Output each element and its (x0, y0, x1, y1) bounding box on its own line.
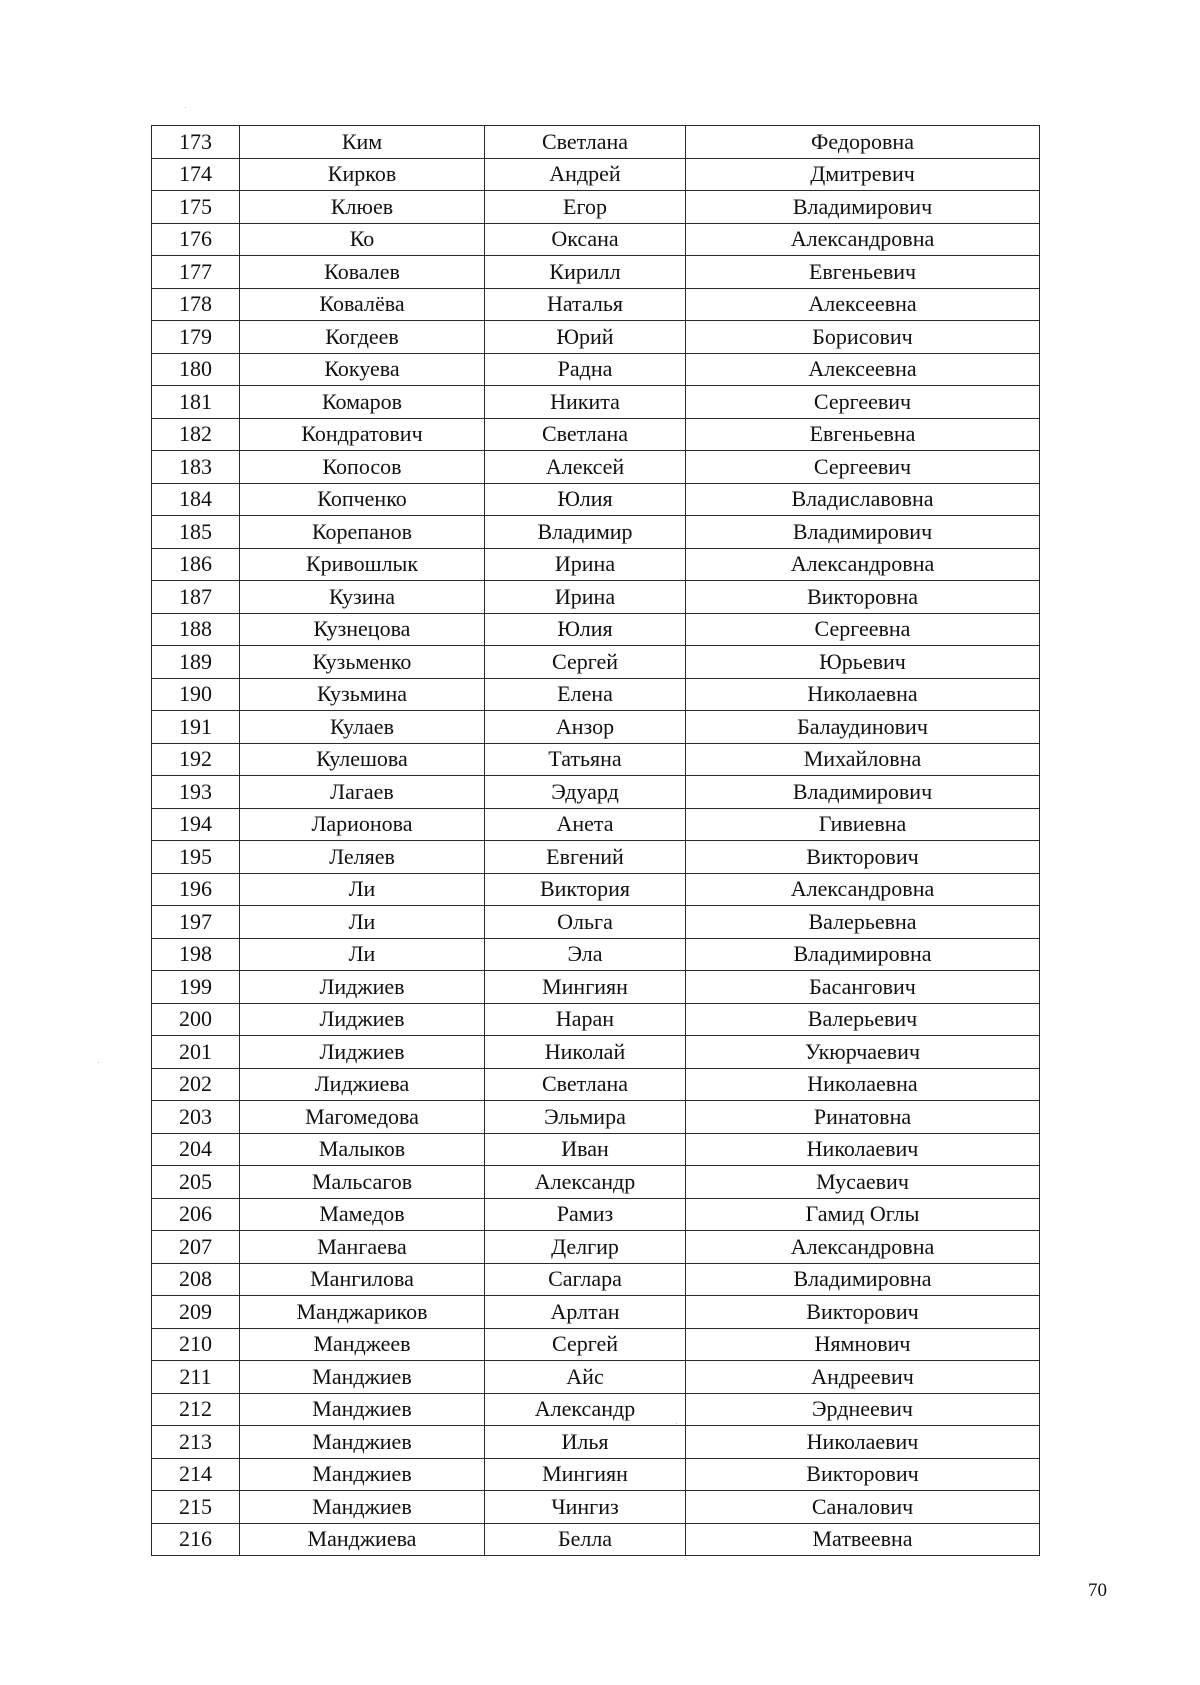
table-row (152, 256, 1040, 289)
scan-speck (98, 1062, 99, 1063)
first-name-cell: Иван (485, 1133, 686, 1166)
first-name-cell: Светлана (485, 126, 686, 159)
row-number-cell: 194 (152, 808, 240, 841)
patronymic-cell: Викторович (686, 1296, 1040, 1329)
table-row (152, 126, 1040, 159)
patronymic-cell: Николаевна (686, 1068, 1040, 1101)
last-name-cell: Комаров (240, 386, 485, 419)
row-number-cell: 177 (152, 256, 240, 289)
row-number-cell: 195 (152, 841, 240, 874)
first-name-cell: Делгир (485, 1231, 686, 1264)
table-row (152, 841, 1040, 874)
row-number-cell: 200 (152, 1003, 240, 1036)
first-name-cell: Айс (485, 1361, 686, 1394)
table-row (152, 1263, 1040, 1296)
row-number-cell: 188 (152, 613, 240, 646)
first-name-cell: Рамиз (485, 1198, 686, 1231)
patronymic-cell: Викторович (686, 1458, 1040, 1491)
row-number-cell: 187 (152, 581, 240, 614)
first-name-cell: Юрий (485, 321, 686, 354)
last-name-cell: Лиджиев (240, 971, 485, 1004)
last-name-cell: Кузнецова (240, 613, 485, 646)
first-name-cell: Сергей (485, 646, 686, 679)
table-row (152, 1328, 1040, 1361)
patronymic-cell: Сергеевна (686, 613, 1040, 646)
first-name-cell: Андрей (485, 158, 686, 191)
first-name-cell: Юлия (485, 483, 686, 516)
patronymic-cell: Владимировна (686, 1263, 1040, 1296)
table-row (152, 808, 1040, 841)
patronymic-cell: Викторовна (686, 581, 1040, 614)
table-row (152, 191, 1040, 224)
row-number-cell: 175 (152, 191, 240, 224)
last-name-cell: Ли (240, 873, 485, 906)
first-name-cell: Анзор (485, 711, 686, 744)
table-row (152, 1166, 1040, 1199)
last-name-cell: Кузьмина (240, 678, 485, 711)
table-row (152, 1426, 1040, 1459)
last-name-cell: Копченко (240, 483, 485, 516)
row-number-cell: 179 (152, 321, 240, 354)
last-name-cell: Кузина (240, 581, 485, 614)
row-number-cell: 202 (152, 1068, 240, 1101)
first-name-cell: Александр (485, 1166, 686, 1199)
patronymic-cell: Валерьевич (686, 1003, 1040, 1036)
last-name-cell: Мангилова (240, 1263, 485, 1296)
table-row (152, 1068, 1040, 1101)
row-number-cell: 173 (152, 126, 240, 159)
table-row (152, 1003, 1040, 1036)
last-name-cell: Лиджиева (240, 1068, 485, 1101)
last-name-cell: Манджиев (240, 1491, 485, 1524)
last-name-cell: Лиджиев (240, 1036, 485, 1069)
last-name-cell: Клюев (240, 191, 485, 224)
table-row (152, 1133, 1040, 1166)
table-row (152, 1231, 1040, 1264)
last-name-cell: Ли (240, 938, 485, 971)
last-name-cell: Манджиев (240, 1426, 485, 1459)
patronymic-cell: Дмитревич (686, 158, 1040, 191)
patronymic-cell: Николаевич (686, 1133, 1040, 1166)
row-number-cell: 183 (152, 451, 240, 484)
table-row (152, 1036, 1040, 1069)
table-row (152, 743, 1040, 776)
row-number-cell: 174 (152, 158, 240, 191)
row-number-cell: 210 (152, 1328, 240, 1361)
row-number-cell: 204 (152, 1133, 240, 1166)
row-number-cell: 186 (152, 548, 240, 581)
table-row (152, 1296, 1040, 1329)
last-name-cell: Леляев (240, 841, 485, 874)
table-row (152, 418, 1040, 451)
first-name-cell: Саглара (485, 1263, 686, 1296)
first-name-cell: Мингиян (485, 971, 686, 1004)
names-table (151, 125, 1040, 1556)
patronymic-cell: Ринатовна (686, 1101, 1040, 1134)
row-number-cell: 190 (152, 678, 240, 711)
patronymic-cell: Владимирович (686, 191, 1040, 224)
row-number-cell: 185 (152, 516, 240, 549)
last-name-cell: Мангаева (240, 1231, 485, 1264)
row-number-cell: 215 (152, 1491, 240, 1524)
last-name-cell: Кулаев (240, 711, 485, 744)
row-number-cell: 180 (152, 353, 240, 386)
table-row (152, 321, 1040, 354)
patronymic-cell: Юрьевич (686, 646, 1040, 679)
table-row (152, 223, 1040, 256)
row-number-cell: 213 (152, 1426, 240, 1459)
patronymic-cell: Николаевич (686, 1426, 1040, 1459)
table-row (152, 776, 1040, 809)
patronymic-cell: Нямнович (686, 1328, 1040, 1361)
last-name-cell: Мамедов (240, 1198, 485, 1231)
patronymic-cell: Борисович (686, 321, 1040, 354)
row-number-cell: 197 (152, 906, 240, 939)
last-name-cell: Лиджиев (240, 1003, 485, 1036)
patronymic-cell: Владимировна (686, 938, 1040, 971)
patronymic-cell: Александровна (686, 873, 1040, 906)
last-name-cell: Кокуева (240, 353, 485, 386)
first-name-cell: Ирина (485, 548, 686, 581)
first-name-cell: Юлия (485, 613, 686, 646)
row-number-cell: 184 (152, 483, 240, 516)
patronymic-cell: Укюрчаевич (686, 1036, 1040, 1069)
last-name-cell: Манджеев (240, 1328, 485, 1361)
patronymic-cell: Александровна (686, 548, 1040, 581)
first-name-cell: Белла (485, 1523, 686, 1556)
row-number-cell: 199 (152, 971, 240, 1004)
last-name-cell: Когдеев (240, 321, 485, 354)
last-name-cell: Манджариков (240, 1296, 485, 1329)
first-name-cell: Никита (485, 386, 686, 419)
last-name-cell: Ковалёва (240, 288, 485, 321)
first-name-cell: Наталья (485, 288, 686, 321)
table-row (152, 1361, 1040, 1394)
last-name-cell: Кондратович (240, 418, 485, 451)
table-row (152, 971, 1040, 1004)
table-row (152, 711, 1040, 744)
patronymic-cell: Федоровна (686, 126, 1040, 159)
first-name-cell: Светлана (485, 418, 686, 451)
first-name-cell: Анета (485, 808, 686, 841)
patronymic-cell: Сергеевич (686, 386, 1040, 419)
first-name-cell: Егор (485, 191, 686, 224)
first-name-cell: Эдуард (485, 776, 686, 809)
row-number-cell: 191 (152, 711, 240, 744)
table-row (152, 1101, 1040, 1134)
last-name-cell: Манджиева (240, 1523, 485, 1556)
first-name-cell: Светлана (485, 1068, 686, 1101)
row-number-cell: 214 (152, 1458, 240, 1491)
last-name-cell: Лагаев (240, 776, 485, 809)
row-number-cell: 207 (152, 1231, 240, 1264)
last-name-cell: Копосов (240, 451, 485, 484)
first-name-cell: Елена (485, 678, 686, 711)
first-name-cell: Сергей (485, 1328, 686, 1361)
first-name-cell: Ольга (485, 906, 686, 939)
table-row (152, 483, 1040, 516)
page-number: 70 (1088, 1580, 1107, 1601)
table-row (152, 1198, 1040, 1231)
row-number-cell: 182 (152, 418, 240, 451)
table-row (152, 288, 1040, 321)
patronymic-cell: Алексеевна (686, 353, 1040, 386)
patronymic-cell: Александровна (686, 223, 1040, 256)
first-name-cell: Мингиян (485, 1458, 686, 1491)
first-name-cell: Кирилл (485, 256, 686, 289)
patronymic-cell: Евгеньевич (686, 256, 1040, 289)
row-number-cell: 206 (152, 1198, 240, 1231)
patronymic-cell: Алексеевна (686, 288, 1040, 321)
patronymic-cell: Мусаевич (686, 1166, 1040, 1199)
first-name-cell: Ирина (485, 581, 686, 614)
patronymic-cell: Владимирович (686, 776, 1040, 809)
table-row (152, 581, 1040, 614)
first-name-cell: Радна (485, 353, 686, 386)
scan-speck (185, 107, 186, 108)
first-name-cell: Алексей (485, 451, 686, 484)
last-name-cell: Ларионова (240, 808, 485, 841)
last-name-cell: Манджиев (240, 1361, 485, 1394)
patronymic-cell: Басангович (686, 971, 1040, 1004)
table-row (152, 1458, 1040, 1491)
table-row (152, 678, 1040, 711)
row-number-cell: 198 (152, 938, 240, 971)
table-row (152, 1491, 1040, 1524)
row-number-cell: 181 (152, 386, 240, 419)
first-name-cell: Чингиз (485, 1491, 686, 1524)
table-row (152, 1523, 1040, 1556)
first-name-cell: Илья (485, 1426, 686, 1459)
first-name-cell: Эла (485, 938, 686, 971)
patronymic-cell: Владимирович (686, 516, 1040, 549)
last-name-cell: Манджиев (240, 1458, 485, 1491)
row-number-cell: 192 (152, 743, 240, 776)
patronymic-cell: Гивиевна (686, 808, 1040, 841)
table-row (152, 451, 1040, 484)
table-row (152, 613, 1040, 646)
row-number-cell: 193 (152, 776, 240, 809)
patronymic-cell: Сергеевич (686, 451, 1040, 484)
first-name-cell: Татьяна (485, 743, 686, 776)
last-name-cell: Мальсагов (240, 1166, 485, 1199)
last-name-cell: Кулешова (240, 743, 485, 776)
last-name-cell: Малыков (240, 1133, 485, 1166)
first-name-cell: Оксана (485, 223, 686, 256)
patronymic-cell: Михайловна (686, 743, 1040, 776)
table-row (152, 938, 1040, 971)
table-row (152, 1393, 1040, 1426)
last-name-cell: Кирков (240, 158, 485, 191)
row-number-cell: 178 (152, 288, 240, 321)
row-number-cell: 212 (152, 1393, 240, 1426)
table-row (152, 548, 1040, 581)
table-row (152, 353, 1040, 386)
last-name-cell: Корепанов (240, 516, 485, 549)
row-number-cell: 189 (152, 646, 240, 679)
row-number-cell: 208 (152, 1263, 240, 1296)
row-number-cell: 205 (152, 1166, 240, 1199)
first-name-cell: Евгений (485, 841, 686, 874)
last-name-cell: Ко (240, 223, 485, 256)
patronymic-cell: Валерьевна (686, 906, 1040, 939)
first-name-cell: Александр (485, 1393, 686, 1426)
row-number-cell: 209 (152, 1296, 240, 1329)
last-name-cell: Манджиев (240, 1393, 485, 1426)
first-name-cell: Владимир (485, 516, 686, 549)
patronymic-cell: Саналович (686, 1491, 1040, 1524)
last-name-cell: Магомедова (240, 1101, 485, 1134)
row-number-cell: 216 (152, 1523, 240, 1556)
patronymic-cell: Николаевна (686, 678, 1040, 711)
row-number-cell: 203 (152, 1101, 240, 1134)
table-row (152, 873, 1040, 906)
patronymic-cell: Балаудинович (686, 711, 1040, 744)
last-name-cell: Ковалев (240, 256, 485, 289)
last-name-cell: Кузьменко (240, 646, 485, 679)
first-name-cell: Эльмира (485, 1101, 686, 1134)
patronymic-cell: Викторович (686, 841, 1040, 874)
last-name-cell: Кривошлык (240, 548, 485, 581)
row-number-cell: 196 (152, 873, 240, 906)
row-number-cell: 211 (152, 1361, 240, 1394)
table-row (152, 158, 1040, 191)
row-number-cell: 176 (152, 223, 240, 256)
first-name-cell: Наран (485, 1003, 686, 1036)
patronymic-cell: Владиславовна (686, 483, 1040, 516)
table-row (152, 516, 1040, 549)
table-row (152, 646, 1040, 679)
patronymic-cell: Евгеньевна (686, 418, 1040, 451)
last-name-cell: Ким (240, 126, 485, 159)
last-name-cell: Ли (240, 906, 485, 939)
table-row (152, 906, 1040, 939)
patronymic-cell: Матвеевна (686, 1523, 1040, 1556)
patronymic-cell: Эрднеевич (686, 1393, 1040, 1426)
patronymic-cell: Гамид Оглы (686, 1198, 1040, 1231)
names-table-body (152, 126, 1040, 1556)
patronymic-cell: Александровна (686, 1231, 1040, 1264)
table-row (152, 386, 1040, 419)
patronymic-cell: Андреевич (686, 1361, 1040, 1394)
first-name-cell: Николай (485, 1036, 686, 1069)
row-number-cell: 201 (152, 1036, 240, 1069)
names-table-container (151, 125, 1039, 1556)
first-name-cell: Виктория (485, 873, 686, 906)
first-name-cell: Арлтан (485, 1296, 686, 1329)
